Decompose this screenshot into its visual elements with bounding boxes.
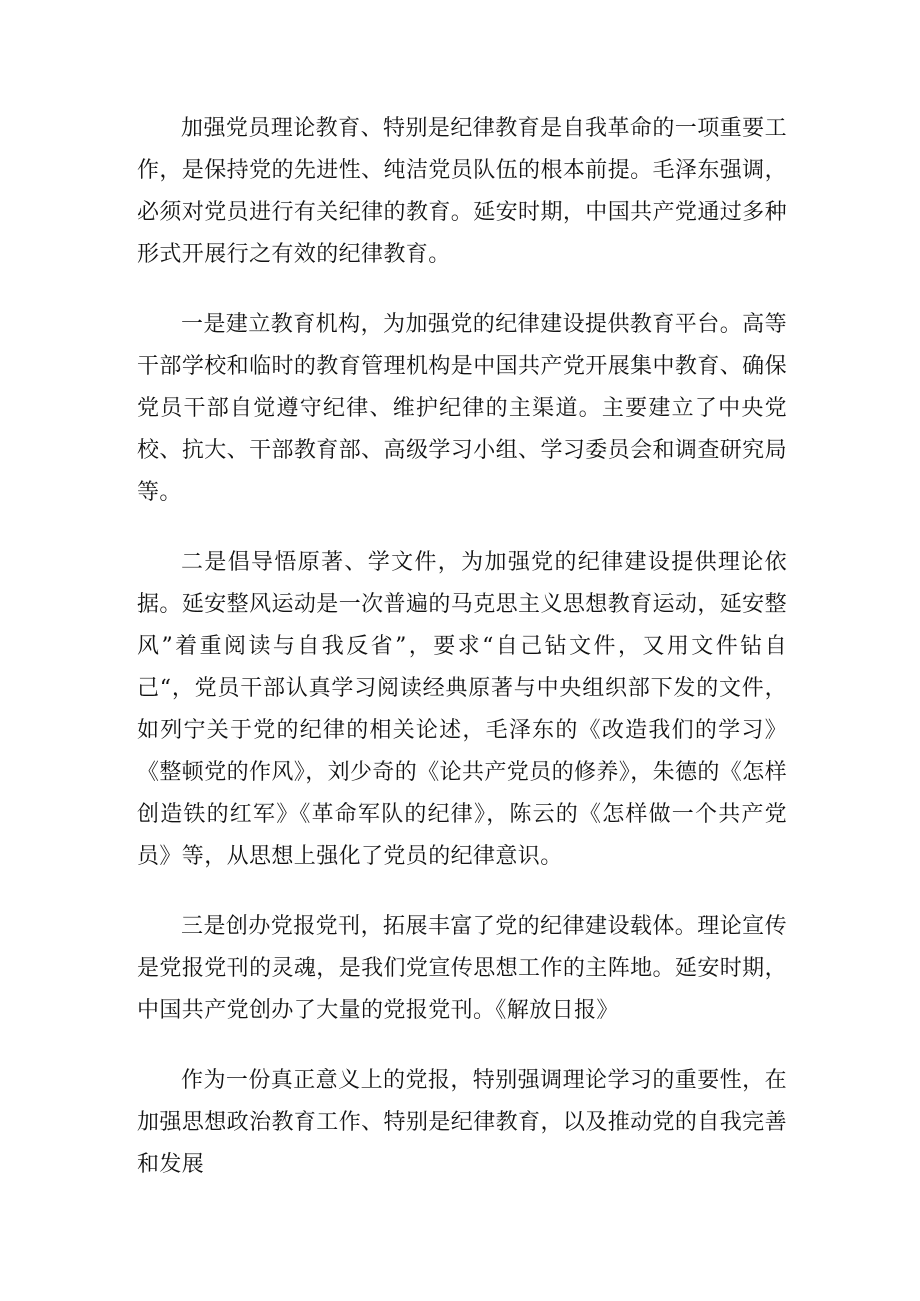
paragraph-intro: 加强党员理论教育、特别是纪律教育是自我革命的一项重要工作，是保持党的先进性、纯洁党员队伍的根本前提。毛泽东强调，必须对党员进行有关纪律的教育。延安时期，中国共产党通过多种形式开展行之有效的纪律教育。 <box>137 116 787 267</box>
paragraph-true-party-newspaper: 作为一份真正意义上的党报，特别强调理论学习的重要性，在加强思想政治教育工作、特别是纪律教育，以及推动党的自我完善和发展 <box>137 1068 787 1177</box>
paragraph-party-newspapers: 三是创办党报党刊，拓展丰富了党的纪律建设载体。理论宣传是党报党刊的灵魂，是我们党宣传思想工作的主阵地。延安时期，中国共产党创办了大量的党报党刊。《解放日报》 <box>137 914 787 1023</box>
paragraph-study-classics: 二是倡导悟原著、学文件，为加强党的纪律建设提供理论依据。延安整风运动是一次普遍的马克思主义思想教育运动，延安整风”着重阅读与自我反省”，要求“自己钻文件，又用文件钻自己“，党员干部认真学习阅读经典原著与中央组织部下发的文件，如列宁关于党的纪律的相关论述，毛泽东的《改造我们的学习》《整顿党的作风》，刘少奇的《论共产党员的修养》，朱德的《怎样创造铁的红军》《革命军队的纪律》，陈云的《怎样做一个共产党员》等，从思想上强化了党员的纪律意识。 <box>137 550 788 869</box>
document-body <box>137 108 787 1186</box>
paragraph-education-institutions: 一是建立教育机构，为加强党的纪律建设提供教育平台。高等干部学校和临时的教育管理机构是中国共产党开展集中教育、确保党员干部自觉遵守纪律、维护纪律的主渠道。主要建立了中央党校、抗大、干部教育部、高级学习小组、学习委员会和调查研究局等。 <box>137 312 787 505</box>
